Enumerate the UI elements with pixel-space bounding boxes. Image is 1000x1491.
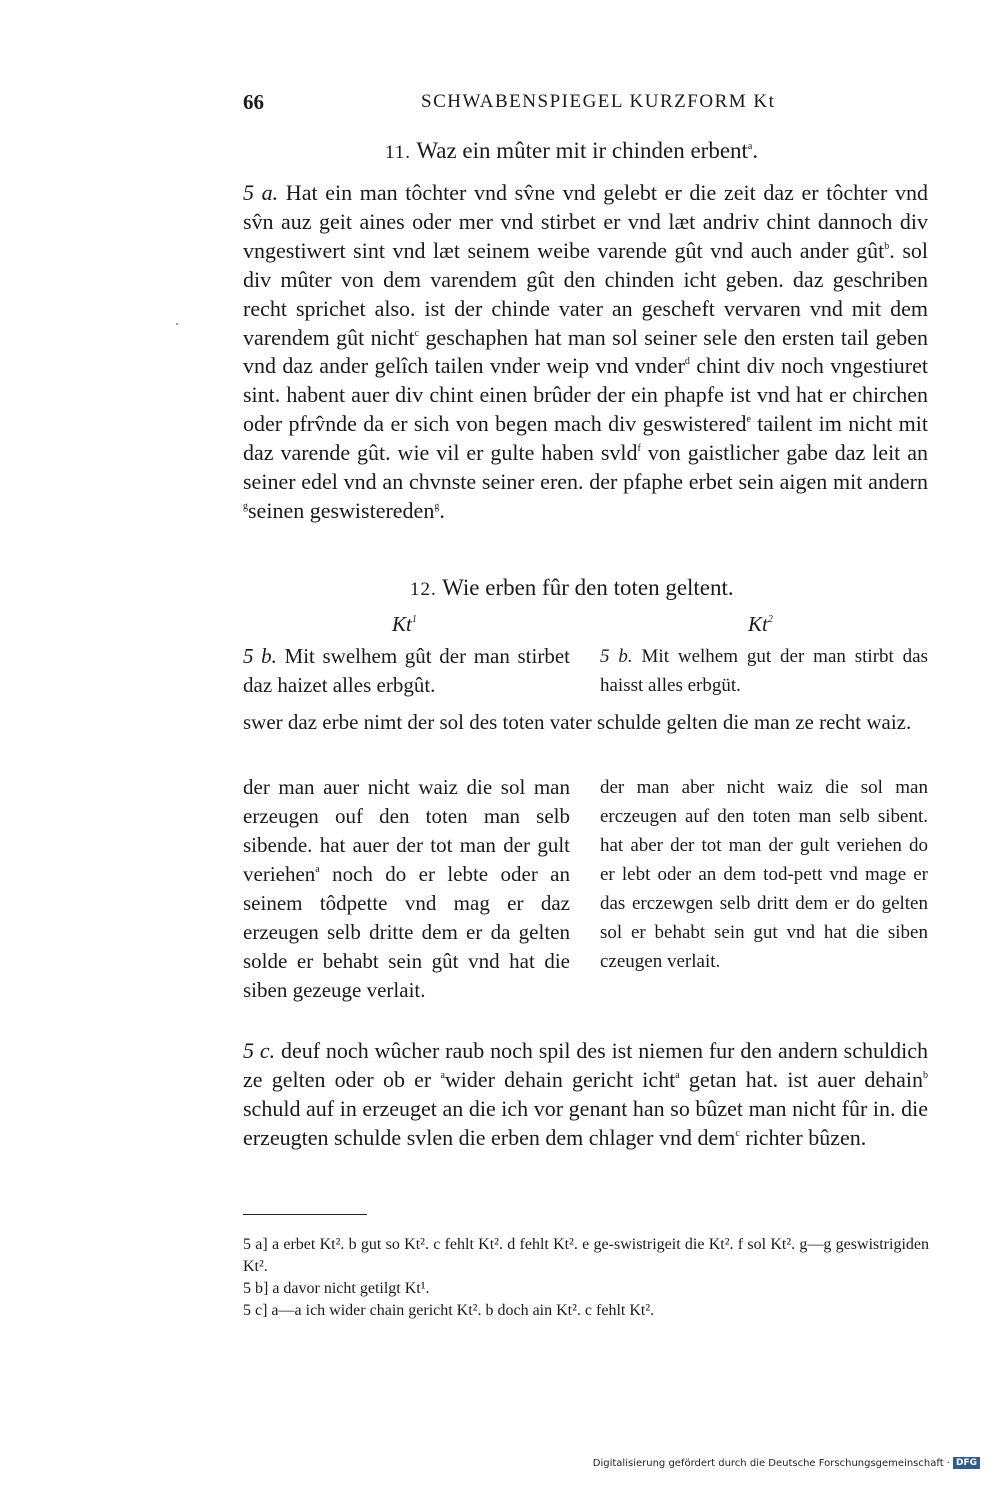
footnote-marker: g	[434, 500, 440, 512]
footnotes	[243, 1234, 929, 1322]
section-11-number: 11.	[385, 142, 412, 163]
footnote-marker: b	[884, 240, 890, 252]
footnote-marker: a	[675, 1069, 680, 1081]
footnote-marker: e	[746, 414, 751, 426]
dfg-logo-icon: DFG	[953, 1457, 980, 1469]
paragraph-label: 5 a.	[243, 180, 279, 205]
running-title: SCHWABENSPIEGEL KURZFORM Kt	[421, 91, 776, 112]
paragraph-label: 5 c.	[243, 1038, 276, 1063]
section-11-heading: 11. Waz ein mûter mit ir chinden erbent$^a$.	[385, 138, 759, 163]
footnote-marker: d	[684, 356, 690, 368]
footnote-marker: c	[414, 327, 420, 339]
paragraph-label: 5 b.	[243, 644, 277, 668]
section-11-title: Waz ein mûter mit ir chinden erbent	[416, 138, 748, 163]
siglum-kt1: Kt$^1$	[392, 612, 417, 636]
footnote-5b: 5 b] a davor nicht getilgt Kt¹.	[243, 1280, 430, 1297]
footnote-marker: a	[747, 141, 753, 152]
credit-text: Digitalisierung gefördert durch die Deutsche Forschungsgemeinschaft ·	[592, 1457, 950, 1469]
paragraph-5b-kt1: 5 b. Mit swelhem gût der man stirbet daz haizet alles erbgût.	[243, 644, 570, 697]
paragraph-label: 5 b.	[600, 646, 633, 667]
page-number: 66	[243, 90, 264, 114]
scan-artifact	[176, 323, 178, 325]
paragraph-5b-kt1-continued: der man auer nicht waiz die sol man erzeugen ouf den toten man selb sibende. hat auer der tot man der gult veriehen$^a$ noch do er lebte oder an seinem tôdpette vnd mag er daz erzeugen selb dritte dem er da gelten solde er behabt sein gût vnd hat die siben gezeuge verlait.	[243, 775, 570, 1002]
section-12-number: 12.	[410, 579, 437, 600]
footnote-separator	[243, 1214, 367, 1215]
footnote-marker: c	[735, 1127, 740, 1139]
digitization-credit	[593, 1457, 980, 1469]
siglum-kt2: Kt$^2$	[748, 612, 773, 636]
footnote-marker: f	[637, 443, 641, 455]
section-12-heading	[410, 575, 734, 601]
paragraph-5a: 5 a. Hat ein man tôchter vnd sv̂ne vnd gelebt er die zeit daz er tôchter vnd sv̂n auz geit aines oder mer vnd stirbet er vnd læt andriv chint dannoch div vngestiwert sint vnd læt seinem weibe varende gût vnd auch ander gût$^b$. sol div mûter von dem varendem gût den chinden icht geben. daz geschriben recht sprichet also. ist der chinde vater an gescheft vervaren vnd mit dem varendem gût nicht$^c$ geschaphen hat man sol seiner sele den ersten tail geben vnd daz ander gelîch tailen vnder weip vnd vnder$^d$ chint div noch vngestiuret sint. habent auer div chint einen brûder der ein phapfe ist vnd hat er chirchen oder pfrv̂nde da er sich von begen mach div geswistered$^e$ tailent im nicht mit daz varende gût. wie vil er gulte haben svld$^f$ von gaistlicher gabe daz leit an seiner edel vnd an chvnste seiner eren. der pfaphe erbet sein aigen mit andern $^g$seinen geswistereden$^g$.	[243, 180, 929, 523]
paragraph-5b-kt2-continued: der man aber nicht waiz die sol man erczeugen auf den toten man selb sibent. hat aber der tot man der gult veriehen do er lebt oder an dem tod-pett vnd mage er das erczewgen selb dritt dem er do gelten sol er behabt sein gut vnd hat die siben czeugen verlait.	[600, 777, 928, 972]
footnote-marker: b	[923, 1069, 928, 1081]
paragraph-5c: 5 c. deuf noch wûcher raub noch spil des ist niemen fur den andern schuldich ze gelten oder ob er $^a$wider dehain gericht icht$^a$ getan hat. ist auer dehain$^b$ schuld auf in erzeuget an die ich vor genant han so bûzet man nicht fûr in. die erzeugten schulde svlen die erben dem chlager vnd dem$^c$ richter bûzen.	[243, 1038, 928, 1150]
paragraph-5b-kt2: 5 b. Mit welhem gut der man stirbt das haisst alles erbgüt.	[600, 646, 929, 696]
footnote-marker: a	[440, 1069, 445, 1081]
paragraph-5b-common: swer daz erbe nimt der sol des toten vater schulde gelten die man ze recht waiz.	[243, 710, 912, 734]
footnote-5c: 5 c] a—a ich wider chain gericht Kt². b doch ain Kt². c fehlt Kt².	[243, 1302, 655, 1319]
section-12-title: Wie erben fûr den toten geltent.	[442, 575, 734, 600]
footnote-marker: a	[315, 864, 320, 875]
footnote-5a: 5 a] a erbet Kt². b gut so Kt². c fehlt Kt². d fehlt Kt². e ge-swistrigeit die Kt². f sol Kt². g—g geswistrigiden Kt².	[243, 1236, 929, 1275]
footnote-marker: g	[243, 500, 248, 512]
page-header	[243, 90, 927, 120]
